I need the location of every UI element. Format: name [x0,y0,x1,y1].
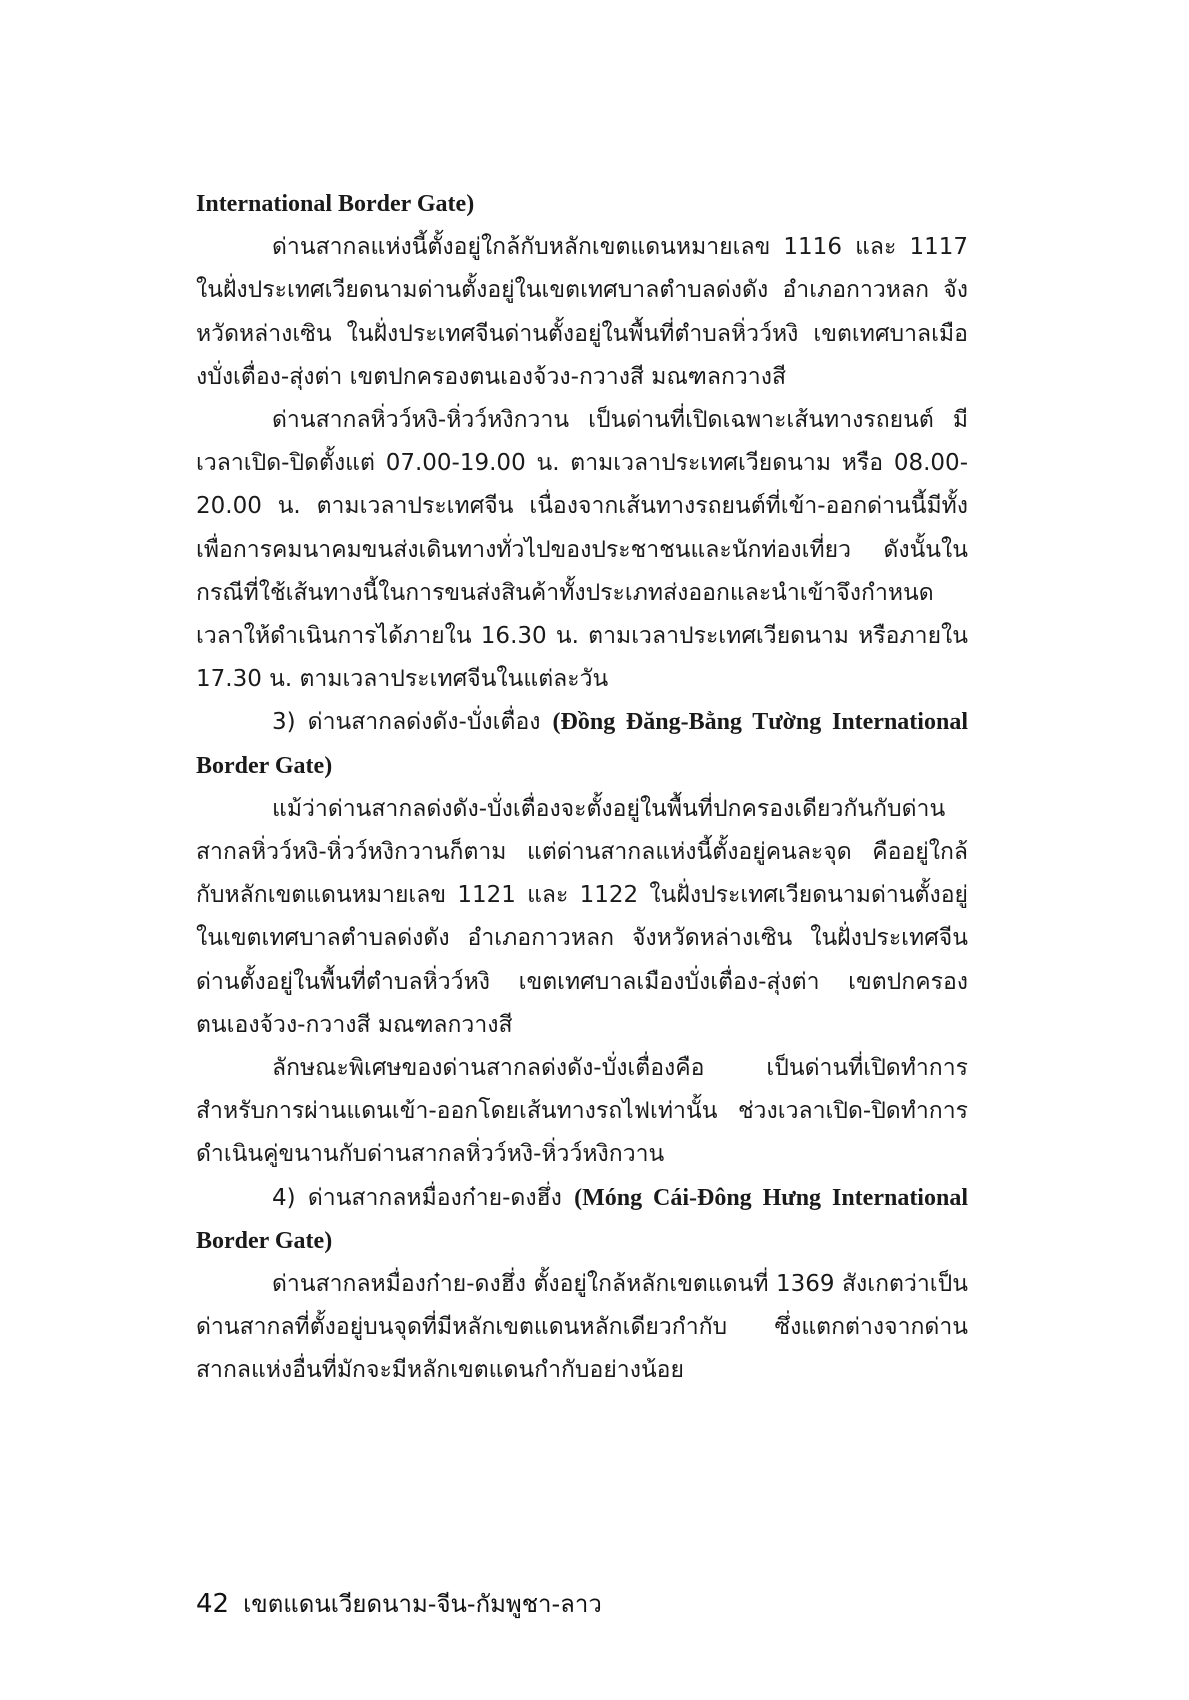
text-segment: 3) ด่านสากลด่งดัง-บั่งเตื่อง [272,709,553,736]
text-segment: ลักษณะพิเศษของด่านสากลด่งดัง-บั่งเตื่องคือ เป็นด่านที่เปิดทำการสำหรับการผ่านแดนเข้า-ออกโดยเส้นทางรถไฟเท่านั้น ช่วงเวลาเปิด-ปิดทำการดำเนินคู่ขนานกับด่านสากลหิ่วว์หงิ-หิ่วว์หงิกวาน [196,1055,968,1168]
text-segment: แม้ว่าด่านสากลด่งดัง-บั่งเตื่องจะตั้งอยู่ในพื้นที่ปกครองเดียวกันกับด่านสากลหิ่วว์หงิ-หิ่วว์หงิกวานก็ตาม แต่ด่านสากลแห่งนี้ตั้งอยู่คนละจุด คืออยู่ใกล้กับหลักเขตแดนหมายเลข 1121 และ 1122 ในฝั่งประเทศเวียดนามด่านตั้งอยู่ในเขตเทศบาลตำบลด่งดัง อำเภอกาวหลก จังหวัดหล่างเซิน ในฝั่งประเทศจีนด่านตั้งอยู่ในพื้นที่ตำบลหิ่วว์หงิ เขตเทศบาลเมืองบั่งเตื่อง-สุ่งต่า เขตปกครองตนเองจ้วง-กวางสี มณฑลกวางสี [196,795,968,1038]
text-segment: International Border Gate) [196,191,475,217]
text-segment: ด่านสากลแห่งนี้ตั้งอยู่ใกล้กับหลักเขตแดนหมายเลข 1116 และ 1117 ในฝั่งประเทศเวียดนามด่านตั้งอยู่ในเขตเทศบาลตำบลด่งดัง อำเภอกาวหลก จังหวัดหล่างเซิน ในฝั่งประเทศจีนด่านตั้งอยู่ในพื้นที่ตำบลหิ่วว์หงิ เขตเทศบาลเมืองบั่งเตื่อง-สุ่งต่า เขตปกครองตนเองจ้วง-กวางสี มณฑลกวางสี [196,234,968,390]
paragraph-6-heading [196,1177,968,1263]
page-body [196,183,968,1393]
paragraph-4 [196,788,968,1047]
text-segment-latin: (Móng Cái-Đông Hưng International Border Gate) [196,1184,968,1254]
text-segment: ด่านสากลหิ่วว์หงิ-หิ่วว์หงิกวาน เป็นด่านที่เปิดเฉพาะเส้นทางรถยนต์ มีเวลาเปิด-ปิดตั้งแต่ 07.00-19.00 น. ตามเวลาประเทศเวียดนาม หรือ 08.00-20.00 น. ตามเวลาประเทศจีน เนื่องจากเส้นทางรถยนต์ที่เข้า-ออกด่านนี้มีทั้งเพื่อการคมนาคมขนส่งเดินทางทั่วไปของประชาชนและนักท่องเที่ยว ดังนั้นในกรณีที่ใช้เส้นทางนี้ในการขนส่งสินค้าทั้งประเภทส่งออกและนำเข้าจึงกำหนดเวลาให้ดำเนินการได้ภายใน 16.30 น. ตามเวลาประเทศเวียดนาม หรือภายใน 17.30 น. ตามเวลาประเทศจีนในแต่ละวัน [196,407,968,693]
paragraph-0 [196,183,968,226]
text-segment-latin: (Đồng Đăng-Bằng Tường International Border Gate) [196,709,968,779]
page-footer [196,1584,602,1623]
paragraph-7 [196,1263,968,1393]
text-segment: ด่านสากลหมื่องก๋าย-ดงฮึ่ง ตั้งอยู่ใกล้หลักเขตแดนที่ 1369 สังเกตว่าเป็นด่านสากลที่ตั้งอยู่บนจุดที่มีหลักเขตแดนหลักเดียวกำกับ ซึ่งแตกต่างจากด่านสากลแห่งอื่นที่มักจะมีหลักเขตแดนกำกับอย่างน้อย [196,1271,968,1384]
text-segment: 4) ด่านสากลหมื่องก๋าย-ดงฮึ่ง [272,1184,575,1211]
paragraph-5 [196,1047,968,1177]
paragraph-2 [196,399,968,701]
paragraph-1 [196,226,968,399]
page-number: 42 [196,1589,230,1619]
running-title: เขตแดนเวียดนาม-จีน-กัมพูชา-ลาว [243,1590,602,1618]
paragraph-3-heading [196,701,968,787]
